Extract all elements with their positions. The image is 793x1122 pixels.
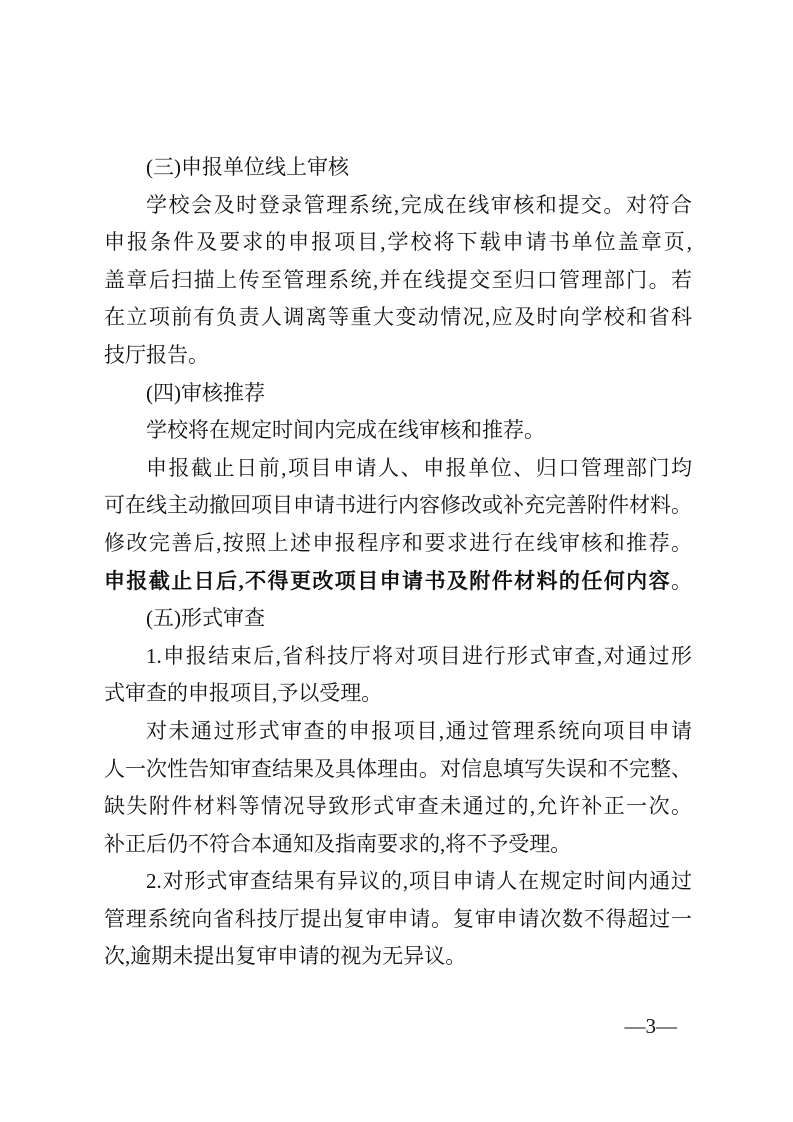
body-text-line: 申报截止日前,项目申请人、申报单位、归口管理部门均 — [146, 455, 692, 480]
body-text-line: 盖章后扫描上传至管理系统,并在线提交至归口管理部门。若 — [104, 267, 692, 292]
bold-emphasis-text: 申报截止日后,不得更改项目申请书及附件材料的任何内容 — [104, 568, 671, 593]
page-number: —3— — [624, 1014, 677, 1038]
section-heading-5: (五)形式审查 — [146, 606, 265, 631]
document-content — [104, 149, 692, 976]
body-text-line: 可在线主动撤回项目申请书进行内容修改或补充完善附件材料。 — [104, 493, 692, 518]
body-text-line: 申报条件及要求的申报项目,学校将下载申请书单位盖章页, — [104, 230, 692, 255]
body-text-line: 学校会及时登录管理系统,完成在线审核和提交。对符合 — [146, 192, 692, 217]
body-text-line-emphasis — [104, 563, 692, 601]
body-text-line: 对未通过形式审查的申报项目,通过管理系统向项目申请 — [146, 718, 692, 743]
body-text-line: 2.对形式审查结果有异议的,项目申请人在规定时间内通过 — [146, 869, 692, 894]
body-text-line: 修改完善后,按照上述申报程序和要求进行在线审核和推荐。 — [104, 530, 692, 555]
emphasis-tail-punctuation: 。 — [671, 568, 692, 593]
body-text-line: 技厅报告。 — [104, 342, 209, 367]
body-text-line: 管理系统向省科技厅提出复审申请。复审申请次数不得超过一 — [104, 906, 692, 931]
body-text-line: 人一次性告知审查结果及具体理由。对信息填写失误和不完整、 — [104, 756, 692, 781]
section-heading-3: (三)申报单位线上审核 — [146, 155, 349, 179]
section-heading-4: (四)审核推荐 — [146, 380, 265, 405]
body-text-line: 缺失附件材料等情况导致形式审查未通过的,允许补正一次。 — [104, 794, 692, 819]
body-text-line: 在立项前有负责人调离等重大变动情况,应及时向学校和省科 — [104, 305, 692, 330]
body-text-line: 补正后仍不符合本通知及指南要求的,将不予受理。 — [104, 831, 572, 856]
body-text-line: 学校将在规定时间内完成在线审核和推荐。 — [146, 418, 545, 443]
body-text-line: 1.申报结束后,省科技厅将对项目进行形式审查,对通过形 — [146, 643, 692, 668]
body-text-line: 式审查的申报项目,予以受理。 — [104, 681, 383, 706]
body-text-line: 次,逾期未提出复审申请的视为无异议。 — [104, 944, 467, 969]
